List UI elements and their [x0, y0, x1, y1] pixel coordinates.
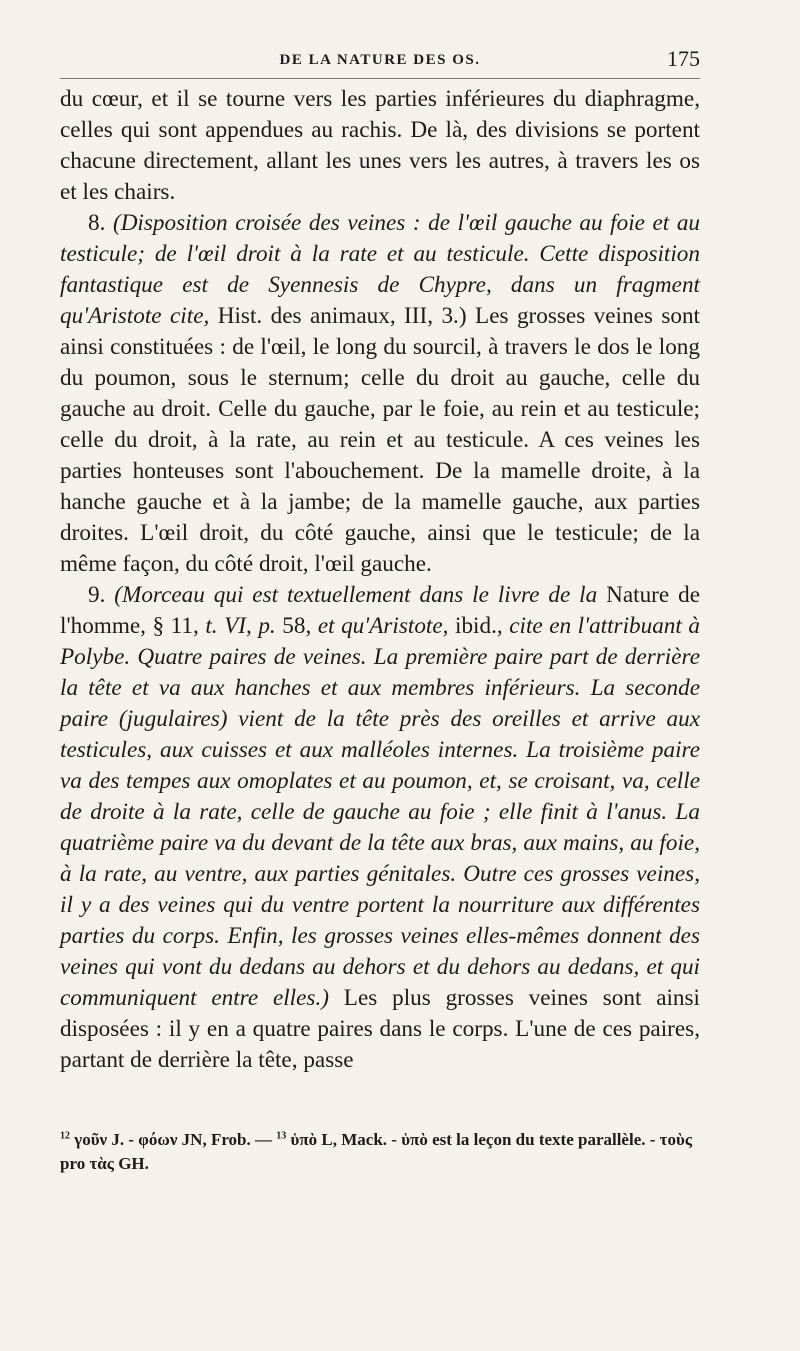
footnote-line [60, 1128, 700, 1176]
paragraph-9-summary-d: cite en l'attribuant à Polybe. Quatre paires de veines. La première paire part de derrière la tête et va aux hanches et aux membres inférieurs. La seconde paire (jugulaires) vient de la tête près des oreilles et arrive aux testicules, aux cuisses et aux malléoles internes. La troisième paire va des tempes aux omoplates et au poumon, et, se croisant, va, celle de droite à la rate, celle de gauche au foie ; elle finit à l'anus. La quatrième paire va du devant de la tête aux bras, aux mains, au foie, à la rate, au ventre, aux parties génitales. Outre ces grosses veines, il y a des veines qui du ventre portent la nourriture aux différentes parties du corps. Enfin, les grosses veines elles-mêmes donnent des veines qui vont du dedans au dehors et du dehors au dedans, et qui communiquent entre elles.) [60, 613, 700, 1011]
paragraph-8-text: Les grosses veines sont ainsi constituées : de l'œil, le long du sourcil, à travers le dos le long du poumon, sous le sternum; celle du droit au gauche, celle du gauche au droit. Celle du gauche, par le foie, au rein et au testicule; celle du droit, à la rate, au rein et au testicule. A ces veines les parties honteuses sont l'abouchement. De la mamelle droite, à la hanche gauche et à la jambe; de la mamelle gauche, aux parties droites. L'œil droit, du côté gauche, ainsi que le testicule; de la même façon, du côté droit, l'œil gauche. [60, 303, 700, 577]
footnotes [60, 1128, 700, 1176]
footnote-13: ὑπὸ L, Mack. - ὑπὸ est la leçon du texte parallèle. - τοὺς pro τὰς GH. [60, 1130, 692, 1173]
paragraph-9 [60, 580, 700, 1076]
footnote-12: γοῦν J. - φόων JN, Frob. — [74, 1130, 273, 1149]
paragraph-8-summary: (Disposition croisée des veines : de l'œil gauche au foie et au testicule; de l'œil droit à la rate et au testicule. Cette disposition fantastique est de Syennesis de Chypre, dans un fragment qu'Aristote cite, [60, 210, 701, 329]
running-title: DE LA NATURE DES OS. [279, 52, 481, 68]
paragraph-9-roman-c: ibid., [455, 613, 503, 639]
paragraph-9-summary-a: (Morceau qui est textuellement dans le livre de la [114, 582, 598, 608]
footnote-mark-13: 13 [276, 1130, 287, 1142]
running-head [60, 44, 700, 79]
paragraph-9-text: Les plus grosses veines sont ainsi disposées : il y en a quatre paires dans le corps. L'une de ces paires, partant de derrière la tête, passe [60, 985, 700, 1073]
body-text [60, 84, 700, 1076]
paragraph-continuation: du cœur, et il se tourne vers les parties inférieures du diaphragme, celles qui sont appendues au rachis. De là, des divisions se portent chacune directement, allant les unes vers les autres, à travers les os et les chairs. [60, 86, 700, 205]
paragraph-8-reference: Hist. des animaux, III, 3.) [217, 303, 467, 329]
paragraph-9-roman-a: Nature de l'homme, § 11, [60, 582, 700, 639]
paragraph-9-summary-c: et qu'Aristote, [317, 613, 449, 639]
footnote-mark-12: 12 [60, 1130, 70, 1142]
paragraph-9-roman-b: 58, [282, 613, 312, 639]
paragraph-number: 8. [88, 210, 106, 236]
paragraph-9-summary-b: t. VI, p. [205, 613, 276, 639]
paragraph-8 [60, 208, 700, 580]
page-number: 175 [667, 46, 700, 71]
paragraph-number: 9. [88, 582, 106, 608]
